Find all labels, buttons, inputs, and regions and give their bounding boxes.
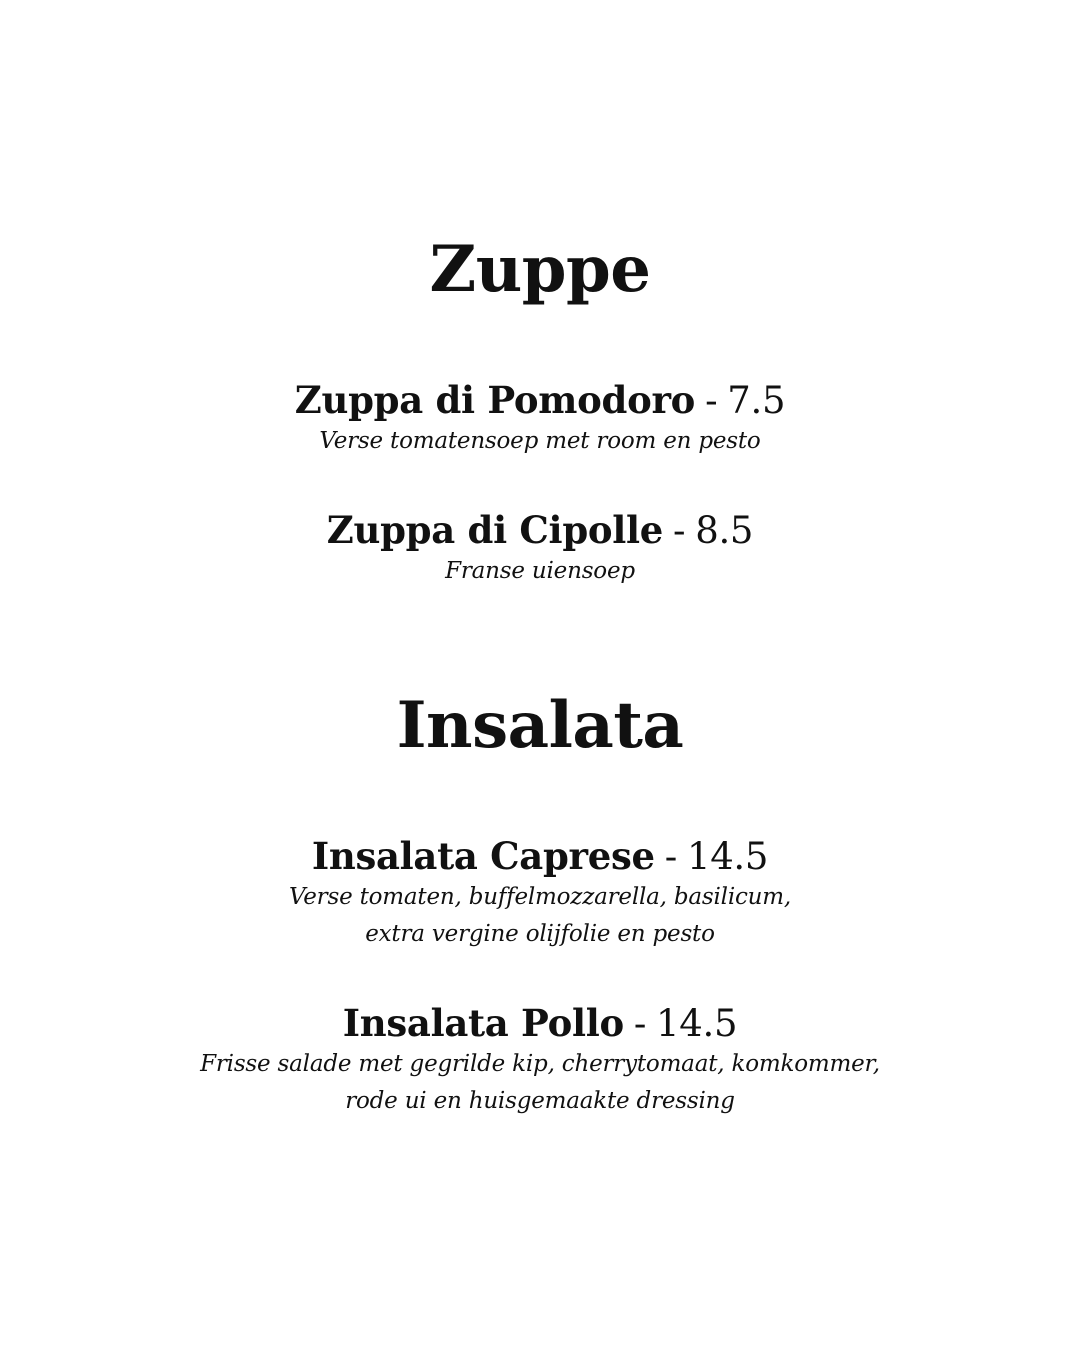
menu-item-price: 7.5	[727, 379, 786, 422]
menu-item-heading	[0, 378, 1080, 423]
menu-item-description	[0, 1046, 1080, 1120]
menu-item-description-line: Franse uiensoep	[445, 558, 635, 584]
menu-item-zuppa-di-cipolle	[0, 508, 1080, 590]
menu-item-zuppa-di-pomodoro	[0, 378, 1080, 460]
menu-item-name: Zuppa di Cipolle	[326, 508, 664, 552]
menu-item-name: Insalata Caprese	[311, 834, 655, 878]
menu-item-heading	[0, 508, 1080, 553]
menu-item-separator: -	[705, 379, 718, 422]
menu-item-description	[0, 553, 1080, 590]
section-title-zuppe: Zuppe	[429, 232, 651, 307]
menu-item-description-line: Frisse salade met gegrilde kip, cherrytomaat, komkommer,	[200, 1051, 880, 1077]
menu-item-price: 8.5	[695, 509, 754, 552]
menu-item-description	[0, 879, 1080, 953]
menu-item-name: Insalata Pollo	[342, 1001, 624, 1045]
menu-item-description-line: Verse tomaten, buffelmozzarella, basilicum,	[288, 884, 792, 910]
menu-item-insalata-caprese	[0, 834, 1080, 953]
section-title-insalata: Insalata	[396, 688, 684, 763]
menu-item-description	[0, 423, 1080, 460]
menu-item-heading	[0, 834, 1080, 879]
menu-item-heading	[0, 1001, 1080, 1046]
menu-item-description-line: rode ui en huisgemaakte dressing	[345, 1088, 735, 1114]
menu-item-price: 14.5	[656, 1002, 738, 1045]
menu-item-insalata-pollo	[0, 1001, 1080, 1120]
menu-item-description-line: Verse tomatensoep met room en pesto	[319, 428, 761, 454]
menu-item-price: 14.5	[686, 835, 769, 878]
menu-item-name: Zuppa di Pomodoro	[294, 378, 696, 422]
menu-item-separator: -	[673, 509, 686, 552]
menu-item-separator: -	[664, 835, 677, 878]
menu-item-separator: -	[633, 1002, 647, 1045]
menu-item-description-line: extra vergine olijfolie en pesto	[365, 921, 715, 947]
